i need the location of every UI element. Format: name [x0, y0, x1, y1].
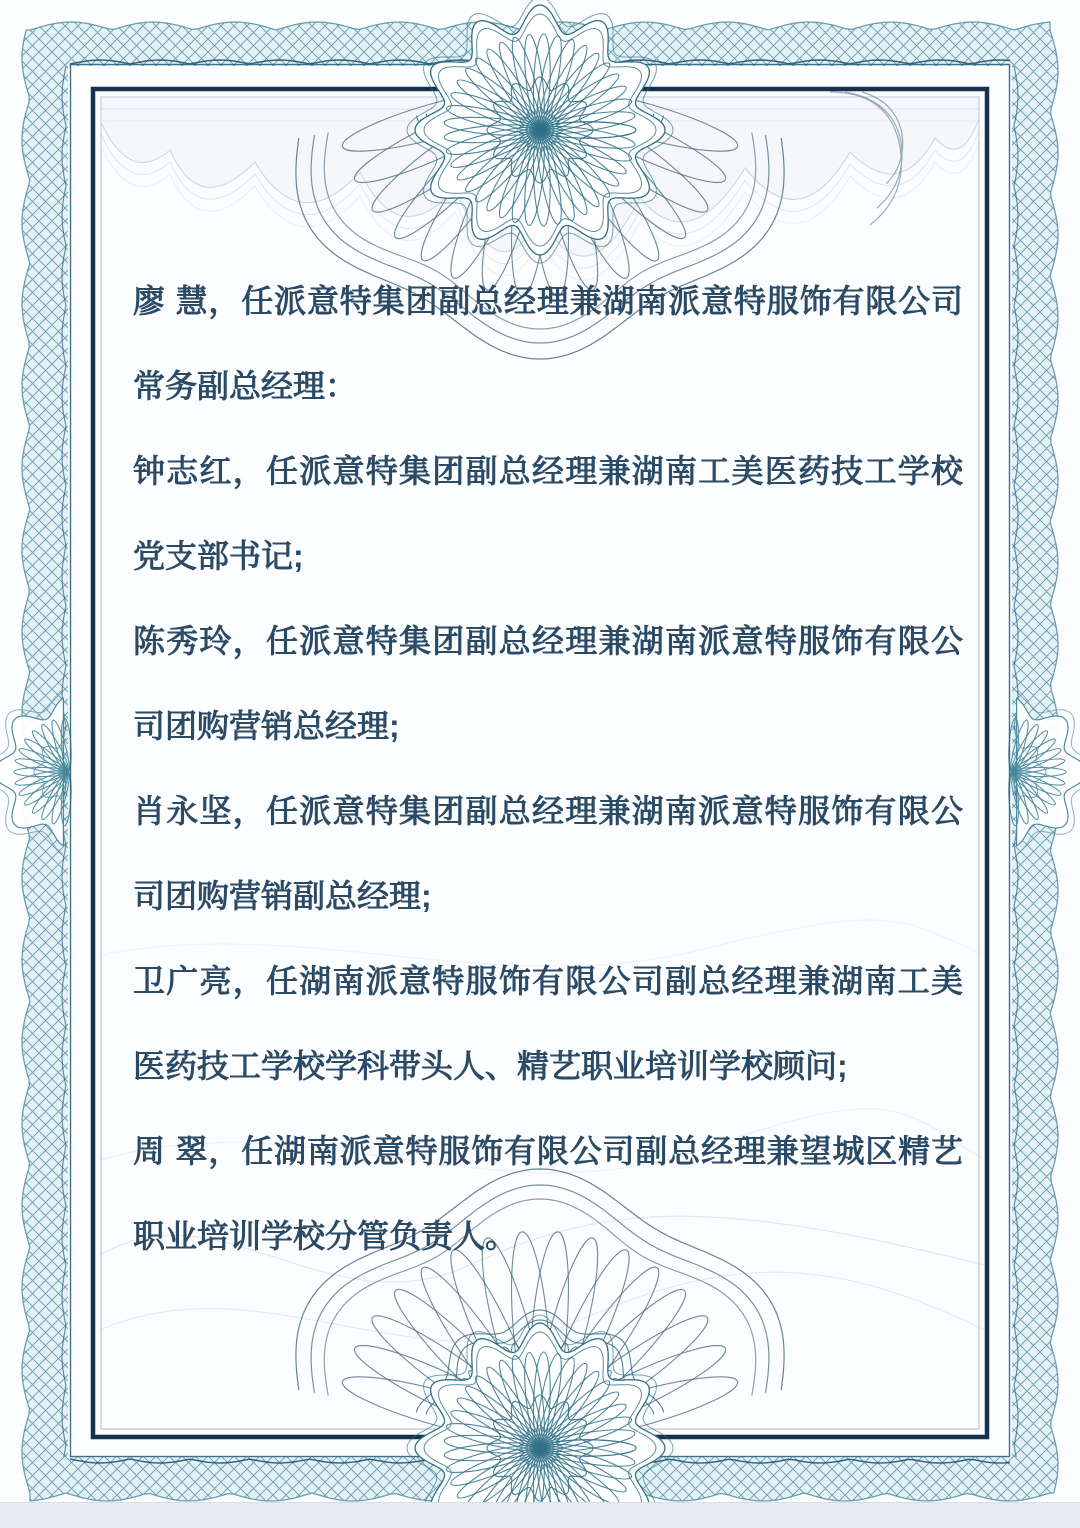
- person-name: 钟志红，: [133, 453, 266, 489]
- person-name: 卫广亮，: [133, 963, 266, 999]
- person-name: 肖永坚，: [133, 793, 266, 829]
- appointment-entry: [133, 769, 963, 939]
- photo-edge-strip: [0, 1502, 1080, 1528]
- person-position: 任派意特集团副总经理兼湖南工美医药技工学校党支部书记;: [133, 453, 963, 574]
- appointment-entry: [133, 259, 963, 429]
- person-name: 周 翠，: [133, 1133, 242, 1169]
- appointment-entry: [133, 1109, 963, 1279]
- person-position: 任湖南派意特服饰有限公司副总经理兼湖南工美医药技工学校学科带头人、精艺职业培训学校顾问;: [133, 963, 963, 1084]
- appointment-entry: [133, 939, 963, 1109]
- person-position: 任派意特集团副总经理兼湖南派意特服饰有限公司常务副总经理：: [133, 283, 963, 404]
- appointment-entry: [133, 429, 963, 599]
- appointment-entry: [133, 599, 963, 769]
- person-position: 任湖南派意特服饰有限公司副总经理兼望城区精艺职业培训学校分管负责人。: [133, 1133, 963, 1254]
- person-name: 陈秀玲，: [133, 623, 266, 659]
- person-position: 任派意特集团副总经理兼湖南派意特服饰有限公司团购营销副总经理;: [133, 793, 963, 914]
- person-name: 廖 慧，: [133, 283, 242, 319]
- person-position: 任派意特集团副总经理兼湖南派意特服饰有限公司团购营销总经理;: [133, 623, 963, 744]
- appointment-list: [133, 259, 963, 1279]
